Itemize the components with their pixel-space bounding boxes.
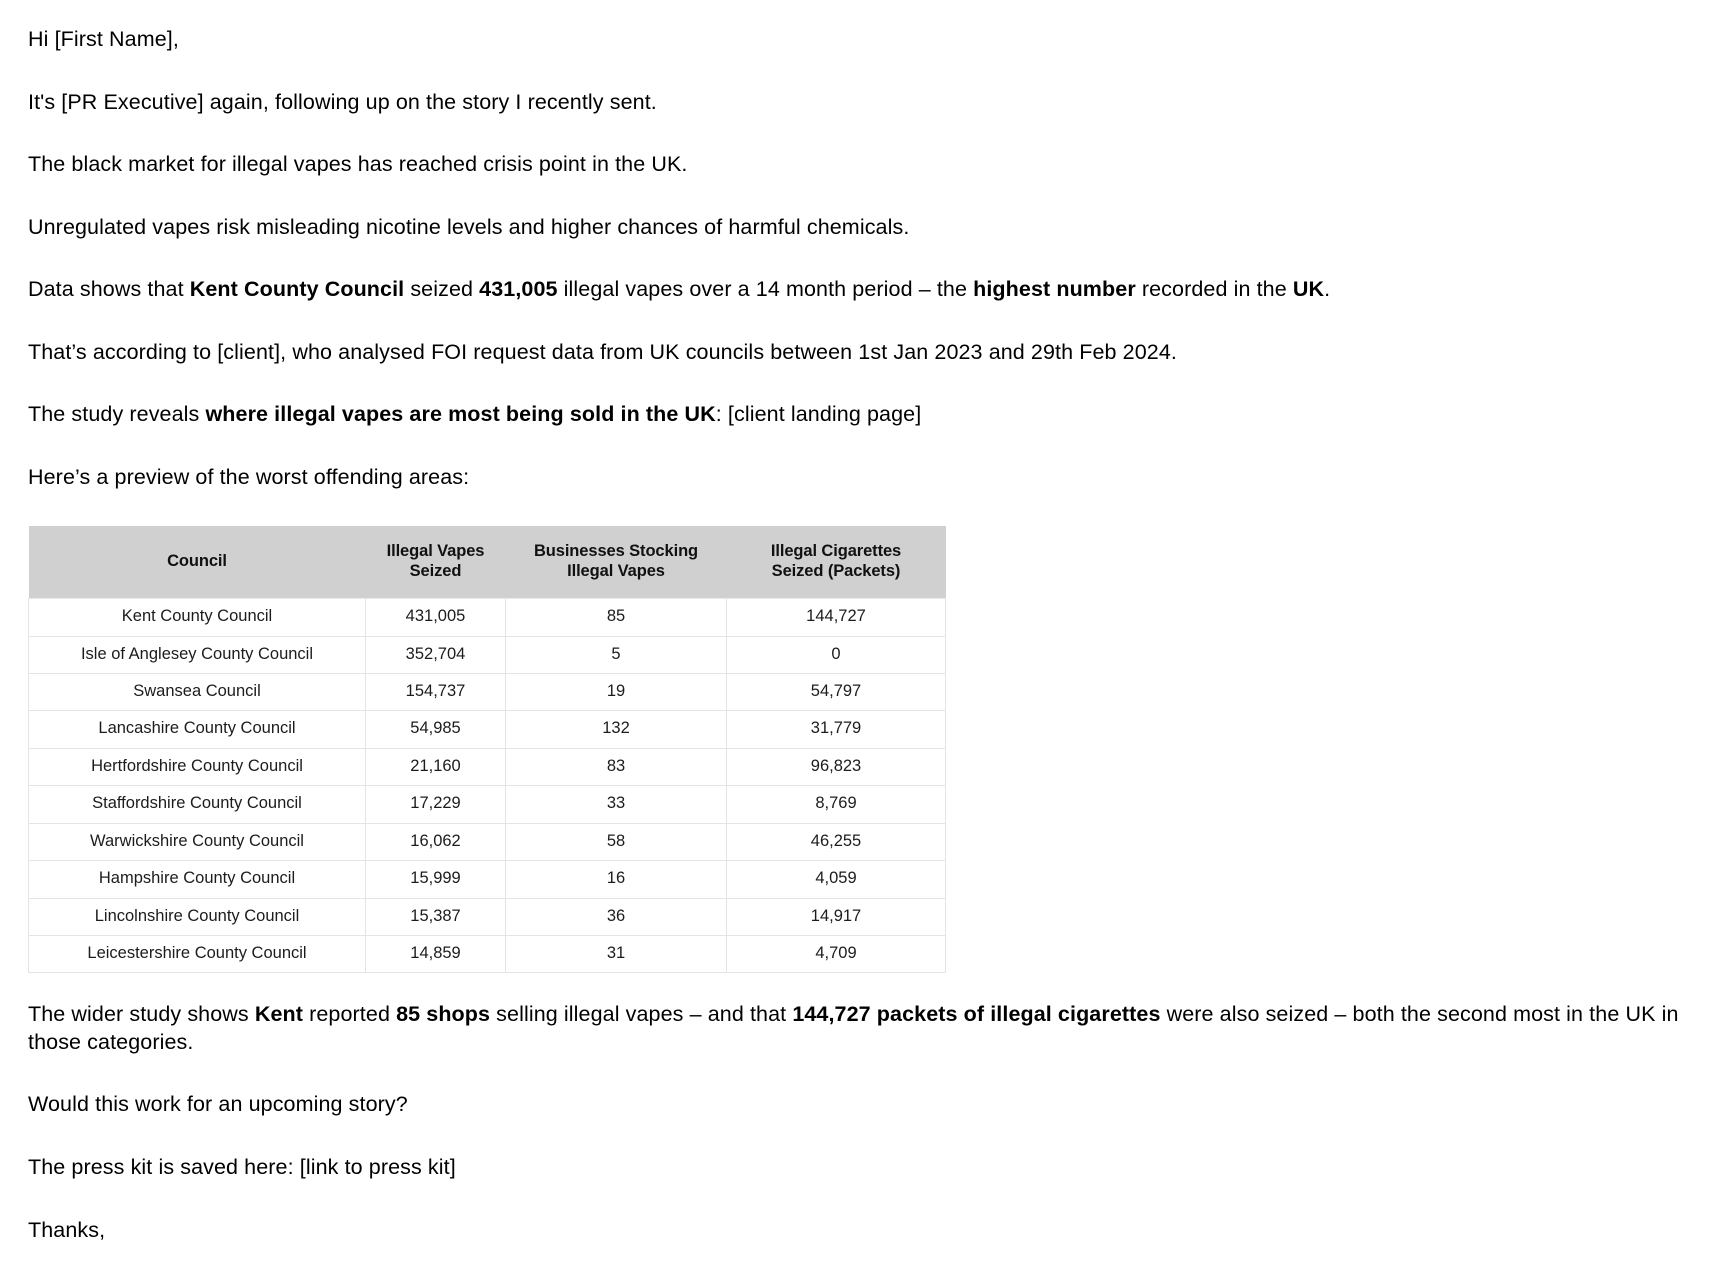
cell-businesses: 31 [506, 936, 727, 973]
cell-illegal-vapes: 352,704 [366, 636, 506, 673]
cell-council: Warwickshire County Council [29, 823, 366, 860]
column-header-businesses-stocking [506, 526, 727, 598]
cell-council: Lincolnshire County Council [29, 898, 366, 935]
cell-illegal-cigarettes: 0 [727, 636, 946, 673]
preview-lead-in: Here’s a preview of the worst offending areas: [28, 464, 470, 489]
cell-illegal-cigarettes: 144,727 [727, 599, 946, 636]
cell-illegal-vapes: 54,985 [366, 711, 506, 748]
data-finding-bold-council: Kent County Council [189, 277, 405, 302]
wider-study-bold-shops: 85 shops [396, 1002, 491, 1027]
table-head [29, 526, 946, 598]
wider-study-text-4: were also seized – both the second most in the UK in those categories. [28, 1002, 1679, 1054]
cell-council: Staffordshire County Council [29, 786, 366, 823]
cell-illegal-vapes: 17,229 [366, 786, 506, 823]
black-market-paragraph: The black market for illegal vapes has reached crisis point in the UK. [28, 152, 688, 177]
cell-illegal-cigarettes: 46,255 [727, 823, 946, 860]
table-row [29, 711, 946, 748]
column-header-council [29, 526, 366, 598]
cell-businesses: 85 [506, 599, 727, 636]
cell-businesses: 16 [506, 861, 727, 898]
greeting-line: Hi [First Name], [28, 27, 179, 51]
data-finding-bold-count: 431,005 [479, 277, 558, 302]
cell-businesses: 36 [506, 898, 727, 935]
table-row [29, 861, 946, 898]
cell-illegal-vapes: 16,062 [366, 823, 506, 860]
worst-offending-areas-table-wrapper [28, 526, 1682, 973]
source-paragraph: That’s according to [client], who analysed FOI request data from UK councils between 1st Jan 2023 and 29th Feb 2024. [28, 339, 1177, 364]
cell-council: Hertfordshire County Council [29, 748, 366, 785]
table-body [29, 599, 946, 973]
cell-illegal-vapes: 21,160 [366, 748, 506, 785]
table-row [29, 898, 946, 935]
wider-study-bold-packets: 144,727 packets of illegal cigarettes [792, 1002, 1161, 1027]
cell-council: Swansea Council [29, 673, 366, 710]
cell-illegal-vapes: 15,387 [366, 898, 506, 935]
signoff-paragraph: Thanks, [28, 1217, 106, 1242]
cell-council: Isle of Anglesey County Council [29, 636, 366, 673]
worst-offending-areas-table [28, 526, 946, 973]
cell-council: Lancashire County Council [29, 711, 366, 748]
table-row [29, 786, 946, 823]
cell-businesses: 58 [506, 823, 727, 860]
study-reveals-text-1: The study reveals [28, 402, 206, 427]
cell-illegal-cigarettes: 96,823 [727, 748, 946, 785]
press-kit-paragraph[interactable]: The press kit is saved here: [link to press kit] [28, 1154, 456, 1179]
cell-illegal-cigarettes: 54,797 [727, 673, 946, 710]
study-reveals-paragraph [28, 401, 1682, 429]
data-finding-text-5: . [1324, 277, 1331, 302]
intro-paragraph: It's [PR Executive] again, following up on the story I recently sent. [28, 89, 657, 114]
cell-council: Leicestershire County Council [29, 936, 366, 973]
wider-study-text-3: selling illegal vapes – and that [490, 1002, 793, 1027]
column-header-cigarettes-line2: Seized (Packets) [771, 561, 901, 580]
table-header-row [29, 526, 946, 598]
wider-study-bold-kent: Kent [254, 1002, 304, 1027]
data-finding-bold-highest: highest number [973, 277, 1136, 302]
cell-illegal-vapes: 14,859 [366, 936, 506, 973]
table-row [29, 936, 946, 973]
wider-study-text-1: The wider study shows [28, 1002, 255, 1027]
cell-illegal-vapes: 154,737 [366, 673, 506, 710]
column-header-council-line1: Council [167, 551, 227, 570]
column-header-illegal-vapes-seized [366, 526, 506, 598]
cell-council: Hampshire County Council [29, 861, 366, 898]
cell-illegal-cigarettes: 4,059 [727, 861, 946, 898]
column-header-cigarettes-line1: Illegal Cigarettes [770, 542, 902, 561]
data-finding-text-1: Data shows that [28, 277, 190, 302]
cell-businesses: 83 [506, 748, 727, 785]
cell-council: Kent County Council [29, 599, 366, 636]
cell-businesses: 132 [506, 711, 727, 748]
cell-illegal-vapes: 15,999 [366, 861, 506, 898]
cell-businesses: 5 [506, 636, 727, 673]
data-finding-text-3: illegal vapes over a 14 month period – the [557, 277, 974, 302]
table-row [29, 823, 946, 860]
study-reveals-bold: where illegal vapes are most being sold in the UK [205, 402, 716, 427]
table-row [29, 748, 946, 785]
data-finding-paragraph [28, 276, 1682, 304]
column-header-businesses-line1: Businesses Stocking [533, 542, 699, 561]
table-row [29, 673, 946, 710]
wider-study-paragraph [28, 1001, 1682, 1056]
data-finding-text-4: recorded in the [1135, 277, 1293, 302]
cell-illegal-cigarettes: 31,779 [727, 711, 946, 748]
wider-study-text-2: reported [303, 1002, 397, 1027]
column-header-illegal-cigarettes [727, 526, 946, 598]
question-paragraph: Would this work for an upcoming story? [28, 1092, 408, 1117]
table-row [29, 636, 946, 673]
cell-illegal-cigarettes: 14,917 [727, 898, 946, 935]
data-finding-bold-uk: UK [1292, 277, 1325, 302]
column-header-vapes-line1: Illegal Vapes [386, 542, 485, 561]
study-reveals-link-placeholder[interactable]: : [client landing page] [715, 402, 922, 427]
cell-illegal-cigarettes: 8,769 [727, 786, 946, 823]
unregulated-vapes-paragraph: Unregulated vapes risk misleading nicotine levels and higher chances of harmful chemicals. [28, 214, 910, 239]
cell-illegal-vapes: 431,005 [366, 599, 506, 636]
cell-businesses: 19 [506, 673, 727, 710]
column-header-vapes-line2: Seized [409, 561, 462, 580]
cell-businesses: 33 [506, 786, 727, 823]
cell-illegal-cigarettes: 4,709 [727, 936, 946, 973]
table-row [29, 599, 946, 636]
column-header-businesses-line2: Illegal Vapes [567, 561, 665, 580]
data-finding-text-2: seized [404, 277, 480, 302]
